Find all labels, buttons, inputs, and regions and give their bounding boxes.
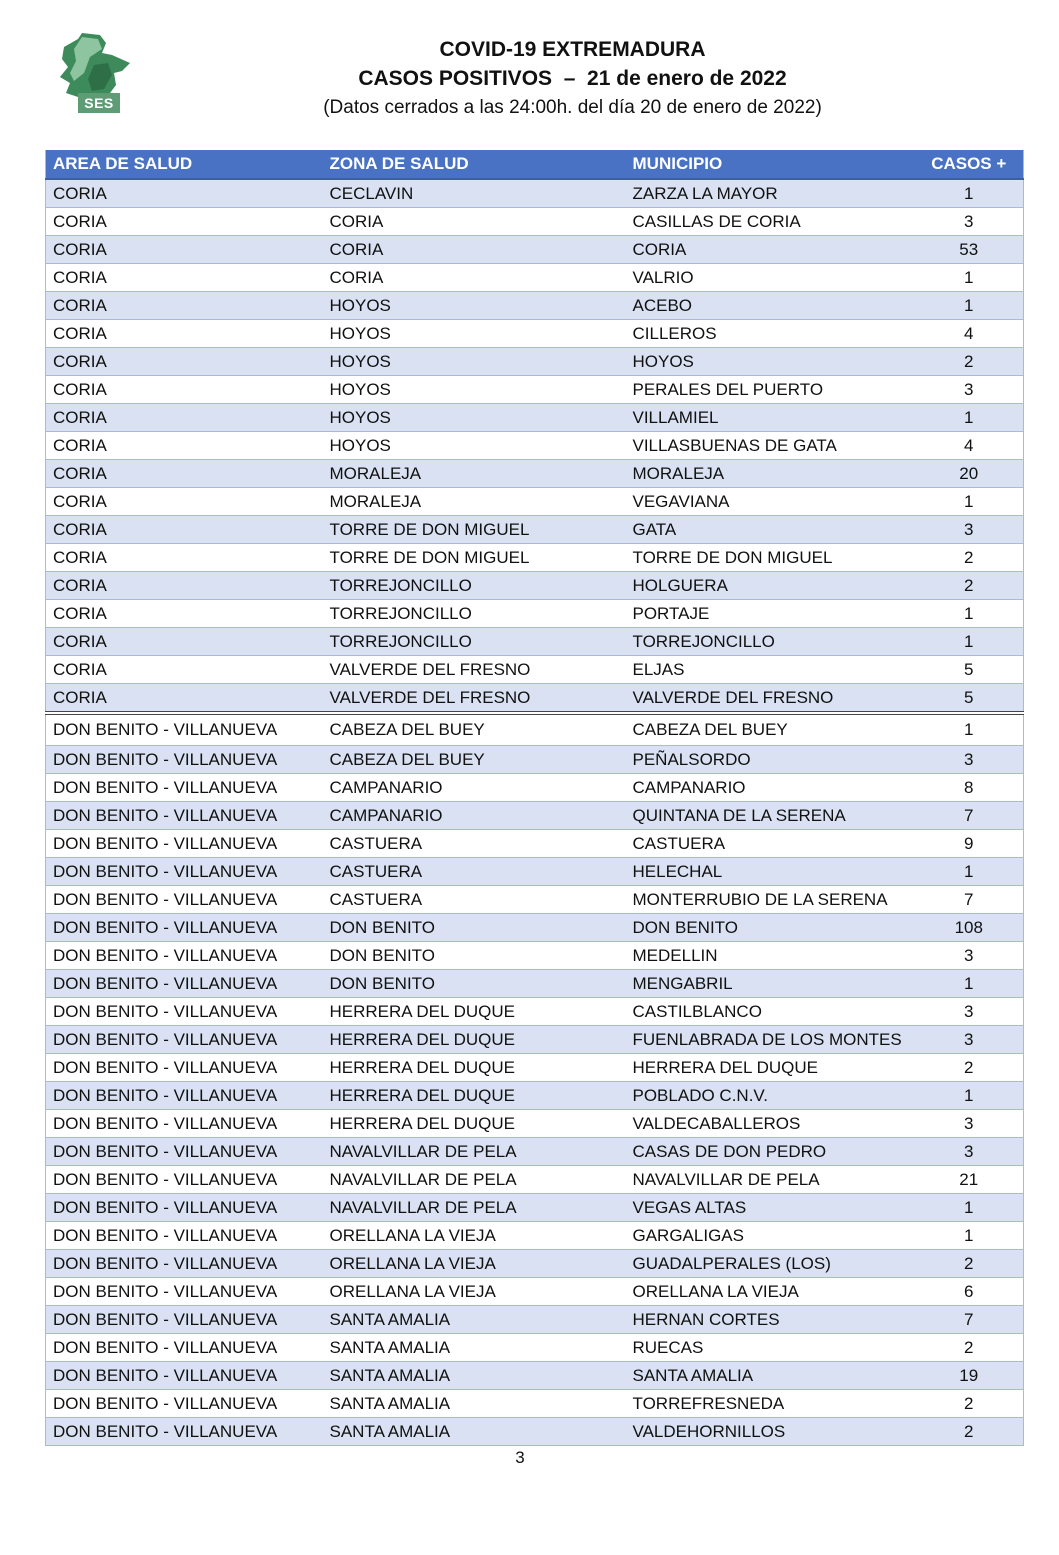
casos-cell: 1 — [915, 600, 1024, 628]
casos-cell: 2 — [915, 572, 1024, 600]
area-cell: DON BENITO - VILLANUEVA — [46, 1418, 323, 1446]
area-cell: DON BENITO - VILLANUEVA — [46, 1362, 323, 1390]
zona-cell: HOYOS — [323, 376, 626, 404]
municipio-cell: RUECAS — [626, 1334, 915, 1362]
zona-cell: CORIA — [323, 208, 626, 236]
table-row — [46, 914, 1024, 942]
casos-cell: 1 — [915, 1082, 1024, 1110]
table-row — [46, 886, 1024, 914]
table-header-row — [46, 150, 1024, 179]
area-cell: CORIA — [46, 516, 323, 544]
municipio-cell: VALDECABALLEROS — [626, 1110, 915, 1138]
table-row — [46, 1222, 1024, 1250]
cases-table — [45, 150, 1024, 1446]
area-cell: CORIA — [46, 179, 323, 208]
municipio-cell: VALDEHORNILLOS — [626, 1418, 915, 1446]
area-cell: DON BENITO - VILLANUEVA — [46, 1194, 323, 1222]
area-cell: DON BENITO - VILLANUEVA — [46, 1166, 323, 1194]
zona-cell: DON BENITO — [323, 914, 626, 942]
area-cell: DON BENITO - VILLANUEVA — [46, 746, 323, 774]
municipio-cell: CASTUERA — [626, 830, 915, 858]
zona-cell: SANTA AMALIA — [323, 1362, 626, 1390]
area-cell: DON BENITO - VILLANUEVA — [46, 1390, 323, 1418]
zona-cell: HERRERA DEL DUQUE — [323, 1082, 626, 1110]
area-cell: CORIA — [46, 628, 323, 656]
area-cell: CORIA — [46, 488, 323, 516]
area-cell: DON BENITO - VILLANUEVA — [46, 1278, 323, 1306]
casos-cell: 19 — [915, 1362, 1024, 1390]
casos-cell: 21 — [915, 1166, 1024, 1194]
zona-cell: ORELLANA LA VIEJA — [323, 1278, 626, 1306]
casos-cell: 6 — [915, 1278, 1024, 1306]
zona-cell: HOYOS — [323, 432, 626, 460]
zona-cell: CABEZA DEL BUEY — [323, 746, 626, 774]
table-row — [46, 858, 1024, 886]
municipio-cell: CASAS DE DON PEDRO — [626, 1138, 915, 1166]
casos-cell: 1 — [915, 1222, 1024, 1250]
casos-cell: 3 — [915, 942, 1024, 970]
area-cell: CORIA — [46, 348, 323, 376]
table-row — [46, 1390, 1024, 1418]
casos-cell: 2 — [915, 1250, 1024, 1278]
area-cell: DON BENITO - VILLANUEVA — [46, 1306, 323, 1334]
zona-cell: DON BENITO — [323, 970, 626, 998]
data-note: (Datos cerrados a las 24:00h. del día 20 de enero de 2022) — [323, 97, 822, 118]
logo-label: SES — [78, 93, 120, 113]
area-cell: CORIA — [46, 544, 323, 572]
area-cell: CORIA — [46, 292, 323, 320]
municipio-cell: VEGAS ALTAS — [626, 1194, 915, 1222]
zona-cell: HOYOS — [323, 320, 626, 348]
table-row — [46, 572, 1024, 600]
area-cell: CORIA — [46, 236, 323, 264]
table-row — [46, 208, 1024, 236]
table-row — [46, 998, 1024, 1026]
municipio-cell: TORREJONCILLO — [626, 628, 915, 656]
area-cell: CORIA — [46, 600, 323, 628]
table-row — [46, 488, 1024, 516]
table-row — [46, 1138, 1024, 1166]
zona-cell: TORREJONCILLO — [323, 600, 626, 628]
table-row — [46, 1418, 1024, 1446]
zona-cell: TORREJONCILLO — [323, 628, 626, 656]
casos-cell: 1 — [915, 1194, 1024, 1222]
municipio-cell: MENGABRIL — [626, 970, 915, 998]
municipio-cell: ORELLANA LA VIEJA — [626, 1278, 915, 1306]
zona-cell: CECLAVIN — [323, 179, 626, 208]
table-row — [46, 404, 1024, 432]
table-row — [46, 348, 1024, 376]
zona-cell: HOYOS — [323, 348, 626, 376]
casos-cell: 2 — [915, 348, 1024, 376]
area-cell: DON BENITO - VILLANUEVA — [46, 1222, 323, 1250]
zona-cell: SANTA AMALIA — [323, 1334, 626, 1362]
municipio-cell: MEDELLIN — [626, 942, 915, 970]
table-row — [46, 1082, 1024, 1110]
area-cell: DON BENITO - VILLANUEVA — [46, 858, 323, 886]
table-row — [46, 600, 1024, 628]
zona-cell: MORALEJA — [323, 460, 626, 488]
zona-cell: SANTA AMALIA — [323, 1418, 626, 1446]
zona-cell: DON BENITO — [323, 942, 626, 970]
zona-cell: HERRERA DEL DUQUE — [323, 998, 626, 1026]
area-cell: DON BENITO - VILLANUEVA — [46, 830, 323, 858]
column-header-casos: CASOS + — [915, 150, 1024, 179]
casos-cell: 3 — [915, 746, 1024, 774]
zona-cell: HERRERA DEL DUQUE — [323, 1054, 626, 1082]
zona-cell: TORREJONCILLO — [323, 572, 626, 600]
table-row — [46, 432, 1024, 460]
area-cell: DON BENITO - VILLANUEVA — [46, 942, 323, 970]
municipio-cell: SANTA AMALIA — [626, 1362, 915, 1390]
table-row — [46, 292, 1024, 320]
casos-cell: 2 — [915, 1054, 1024, 1082]
casos-cell: 5 — [915, 684, 1024, 714]
casos-cell: 1 — [915, 628, 1024, 656]
table-row — [46, 544, 1024, 572]
area-cell: DON BENITO - VILLANUEVA — [46, 802, 323, 830]
table-row — [46, 942, 1024, 970]
table-row — [46, 1110, 1024, 1138]
table-row — [46, 970, 1024, 998]
table-row — [46, 628, 1024, 656]
zona-cell: SANTA AMALIA — [323, 1390, 626, 1418]
table-row — [46, 320, 1024, 348]
casos-cell: 108 — [915, 914, 1024, 942]
zona-cell: ORELLANA LA VIEJA — [323, 1250, 626, 1278]
municipio-cell: NAVALVILLAR DE PELA — [626, 1166, 915, 1194]
zona-cell: CASTUERA — [323, 858, 626, 886]
zona-cell: HOYOS — [323, 404, 626, 432]
table-row — [46, 802, 1024, 830]
municipio-cell: CASTILBLANCO — [626, 998, 915, 1026]
area-cell: DON BENITO - VILLANUEVA — [46, 1026, 323, 1054]
zona-cell: HERRERA DEL DUQUE — [323, 1026, 626, 1054]
page-number: 3 — [515, 1448, 525, 1467]
casos-cell: 20 — [915, 460, 1024, 488]
casos-cell: 3 — [915, 516, 1024, 544]
municipio-cell: CILLEROS — [626, 320, 915, 348]
casos-cell: 4 — [915, 432, 1024, 460]
page-header — [150, 36, 995, 121]
area-cell: CORIA — [46, 376, 323, 404]
casos-cell: 3 — [915, 1110, 1024, 1138]
municipio-cell: VILLASBUENAS DE GATA — [626, 432, 915, 460]
zona-cell: NAVALVILLAR DE PELA — [323, 1166, 626, 1194]
zona-cell: HOYOS — [323, 292, 626, 320]
municipio-cell: QUINTANA DE LA SERENA — [626, 802, 915, 830]
table-row — [46, 460, 1024, 488]
table-row — [46, 746, 1024, 774]
zona-cell: ORELLANA LA VIEJA — [323, 1222, 626, 1250]
municipio-cell: MORALEJA — [626, 460, 915, 488]
table-body — [46, 179, 1024, 1446]
casos-cell: 3 — [915, 998, 1024, 1026]
municipio-cell: HERRERA DEL DUQUE — [626, 1054, 915, 1082]
casos-cell: 7 — [915, 886, 1024, 914]
zona-cell: SANTA AMALIA — [323, 1306, 626, 1334]
municipio-cell: DON BENITO — [626, 914, 915, 942]
municipio-cell: VILLAMIEL — [626, 404, 915, 432]
area-cell: CORIA — [46, 264, 323, 292]
municipio-cell: HOLGUERA — [626, 572, 915, 600]
table-row — [46, 376, 1024, 404]
casos-cell: 2 — [915, 1418, 1024, 1446]
municipio-cell: VALRIO — [626, 264, 915, 292]
table-row — [46, 236, 1024, 264]
zona-cell: CAMPANARIO — [323, 774, 626, 802]
table-row — [46, 1306, 1024, 1334]
zona-cell: CASTUERA — [323, 886, 626, 914]
casos-cell: 2 — [915, 1390, 1024, 1418]
table-row — [46, 1362, 1024, 1390]
zona-cell: CORIA — [323, 236, 626, 264]
municipio-cell: CAMPANARIO — [626, 774, 915, 802]
table-row — [46, 1250, 1024, 1278]
casos-cell: 2 — [915, 544, 1024, 572]
table-row — [46, 1026, 1024, 1054]
municipio-cell: FUENLABRADA DE LOS MONTES — [626, 1026, 915, 1054]
zona-cell: TORRE DE DON MIGUEL — [323, 516, 626, 544]
table-row — [46, 684, 1024, 714]
municipio-cell: ZARZA LA MAYOR — [626, 179, 915, 208]
page-title: COVID-19 EXTREMADURA — [439, 38, 706, 61]
area-cell: DON BENITO - VILLANUEVA — [46, 774, 323, 802]
casos-cell: 3 — [915, 1138, 1024, 1166]
casos-cell: 1 — [915, 179, 1024, 208]
area-cell: CORIA — [46, 460, 323, 488]
municipio-cell: HERNAN CORTES — [626, 1306, 915, 1334]
zona-cell: CABEZA DEL BUEY — [323, 713, 626, 746]
municipio-cell: HOYOS — [626, 348, 915, 376]
casos-cell: 8 — [915, 774, 1024, 802]
table-row — [46, 1054, 1024, 1082]
municipio-cell: HELECHAL — [626, 858, 915, 886]
column-header-zona: ZONA DE SALUD — [323, 150, 626, 179]
municipio-cell: PERALES DEL PUERTO — [626, 376, 915, 404]
casos-cell: 1 — [915, 292, 1024, 320]
area-cell: DON BENITO - VILLANUEVA — [46, 914, 323, 942]
area-cell: DON BENITO - VILLANUEVA — [46, 1110, 323, 1138]
municipio-cell: MONTERRUBIO DE LA SERENA — [626, 886, 915, 914]
area-cell: CORIA — [46, 404, 323, 432]
municipio-cell: PORTAJE — [626, 600, 915, 628]
area-cell: CORIA — [46, 320, 323, 348]
table-row — [46, 830, 1024, 858]
municipio-cell: PEÑALSORDO — [626, 746, 915, 774]
area-cell: DON BENITO - VILLANUEVA — [46, 1334, 323, 1362]
area-cell: CORIA — [46, 432, 323, 460]
casos-cell: 5 — [915, 656, 1024, 684]
table-row — [46, 179, 1024, 208]
casos-cell: 3 — [915, 1026, 1024, 1054]
zona-cell: NAVALVILLAR DE PELA — [323, 1194, 626, 1222]
casos-cell: 1 — [915, 713, 1024, 746]
municipio-cell: ELJAS — [626, 656, 915, 684]
table-row — [46, 774, 1024, 802]
municipio-cell: TORRE DE DON MIGUEL — [626, 544, 915, 572]
casos-cell: 7 — [915, 1306, 1024, 1334]
area-cell: CORIA — [46, 572, 323, 600]
municipio-cell: GUADALPERALES (LOS) — [626, 1250, 915, 1278]
table-row — [46, 516, 1024, 544]
casos-cell: 1 — [915, 488, 1024, 516]
area-cell: DON BENITO - VILLANUEVA — [46, 970, 323, 998]
zona-cell: HERRERA DEL DUQUE — [323, 1110, 626, 1138]
municipio-cell: POBLADO C.N.V. — [626, 1082, 915, 1110]
page-subtitle: CASOS POSITIVOS – 21 de enero de 2022 — [358, 67, 787, 90]
casos-cell: 3 — [915, 376, 1024, 404]
zona-cell: NAVALVILLAR DE PELA — [323, 1138, 626, 1166]
table-row — [46, 656, 1024, 684]
municipio-cell: GARGALIGAS — [626, 1222, 915, 1250]
ses-logo — [56, 33, 136, 115]
municipio-cell: VALVERDE DEL FRESNO — [626, 684, 915, 714]
table-row — [46, 713, 1024, 746]
municipio-cell: CABEZA DEL BUEY — [626, 713, 915, 746]
municipio-cell: TORREFRESNEDA — [626, 1390, 915, 1418]
municipio-cell: CASILLAS DE CORIA — [626, 208, 915, 236]
zona-cell: VALVERDE DEL FRESNO — [323, 684, 626, 714]
area-cell: CORIA — [46, 656, 323, 684]
casos-cell: 4 — [915, 320, 1024, 348]
municipio-cell: VEGAVIANA — [626, 488, 915, 516]
column-header-municipio: MUNICIPIO — [626, 150, 915, 179]
zona-cell: CORIA — [323, 264, 626, 292]
area-cell: DON BENITO - VILLANUEVA — [46, 998, 323, 1026]
casos-cell: 7 — [915, 802, 1024, 830]
casos-cell: 9 — [915, 830, 1024, 858]
area-cell: DON BENITO - VILLANUEVA — [46, 713, 323, 746]
casos-cell: 1 — [915, 970, 1024, 998]
zona-cell: TORRE DE DON MIGUEL — [323, 544, 626, 572]
casos-cell: 53 — [915, 236, 1024, 264]
table-row — [46, 1194, 1024, 1222]
zona-cell: MORALEJA — [323, 488, 626, 516]
casos-cell: 1 — [915, 264, 1024, 292]
column-header-area: AREA DE SALUD — [46, 150, 323, 179]
area-cell: DON BENITO - VILLANUEVA — [46, 1082, 323, 1110]
area-cell: DON BENITO - VILLANUEVA — [46, 1250, 323, 1278]
zona-cell: CAMPANARIO — [323, 802, 626, 830]
area-cell: CORIA — [46, 208, 323, 236]
municipio-cell: GATA — [626, 516, 915, 544]
municipio-cell: CORIA — [626, 236, 915, 264]
casos-cell: 1 — [915, 404, 1024, 432]
zona-cell: CASTUERA — [323, 830, 626, 858]
zona-cell: VALVERDE DEL FRESNO — [323, 656, 626, 684]
area-cell: DON BENITO - VILLANUEVA — [46, 1138, 323, 1166]
table-row — [46, 1278, 1024, 1306]
table-row — [46, 1334, 1024, 1362]
casos-cell: 3 — [915, 208, 1024, 236]
casos-cell: 1 — [915, 858, 1024, 886]
table-row — [46, 1166, 1024, 1194]
area-cell: CORIA — [46, 684, 323, 714]
area-cell: DON BENITO - VILLANUEVA — [46, 1054, 323, 1082]
casos-cell: 2 — [915, 1334, 1024, 1362]
area-cell: DON BENITO - VILLANUEVA — [46, 886, 323, 914]
municipio-cell: ACEBO — [626, 292, 915, 320]
table-row — [46, 264, 1024, 292]
